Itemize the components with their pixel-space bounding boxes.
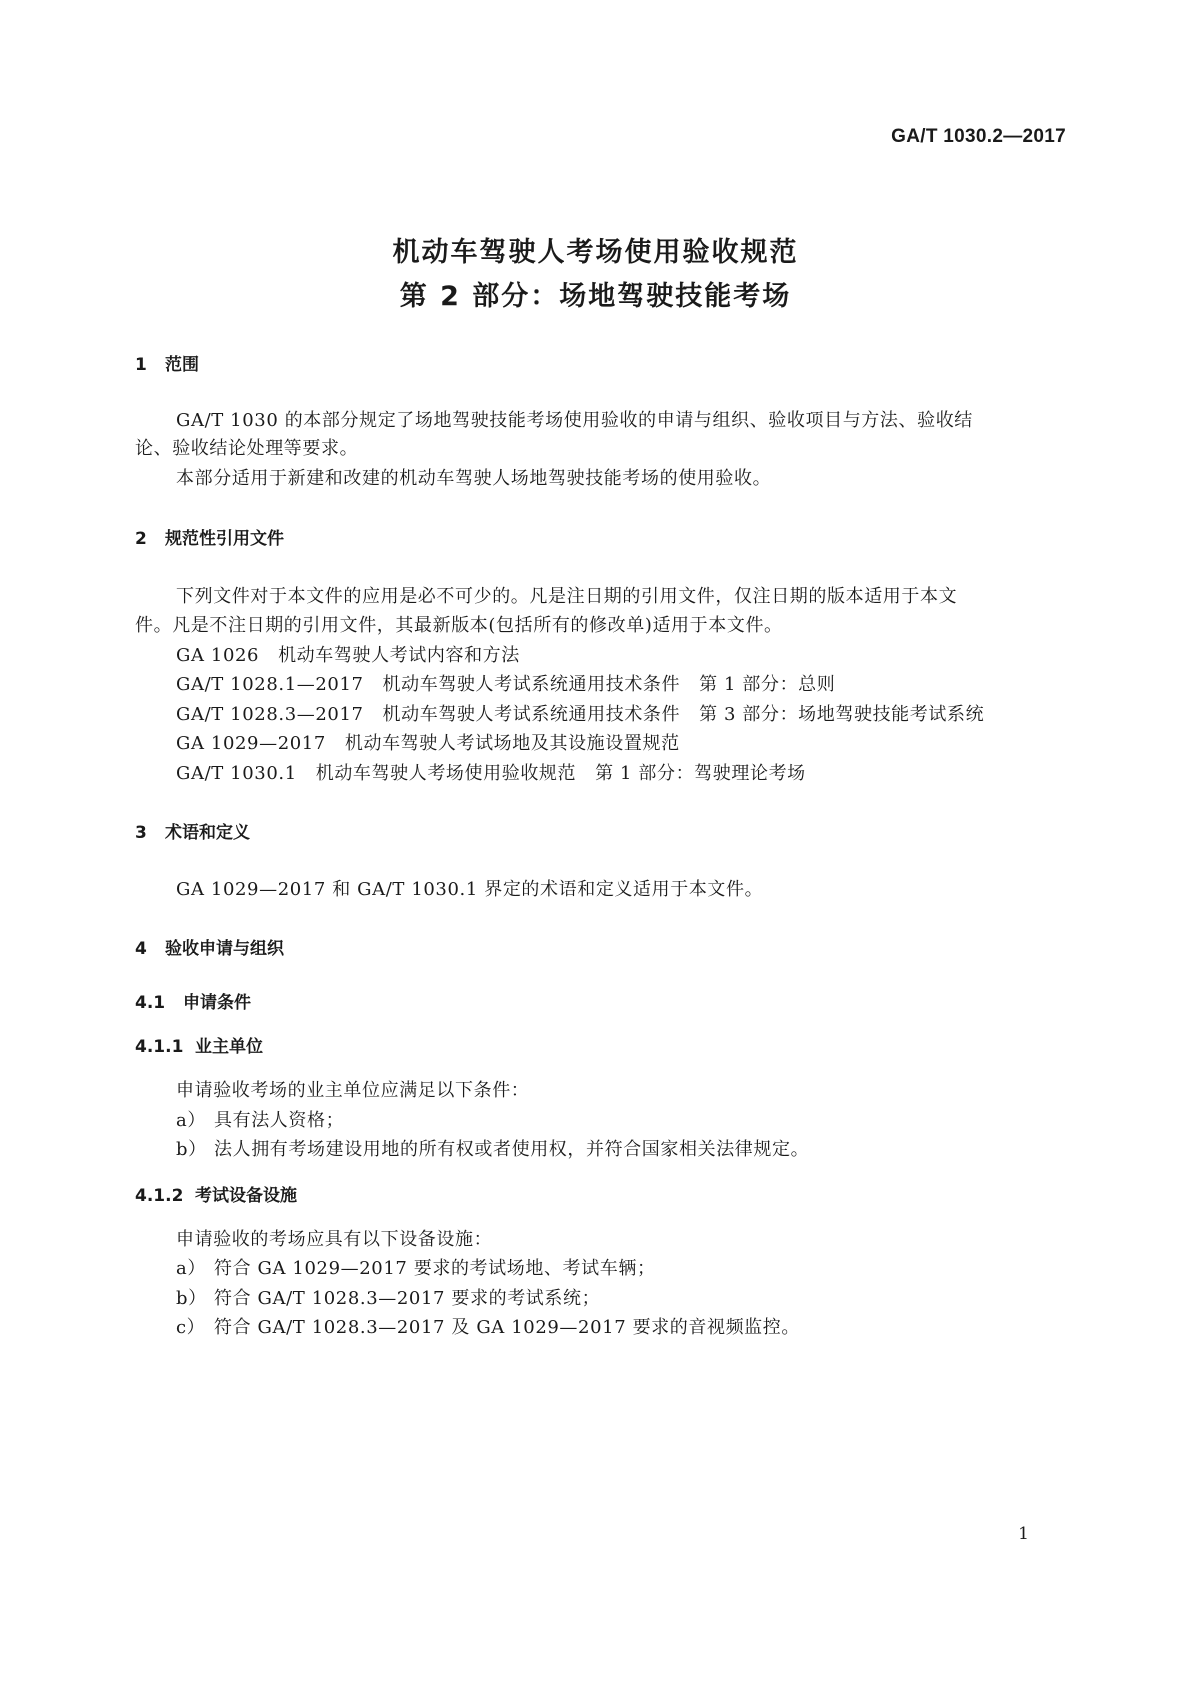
section-3-heading: [135, 818, 250, 843]
reference-item: GA/T 1030.1 机动车驾驶人考场使用验收规范 第 1 部分：驾驶理论考场: [176, 763, 806, 784]
section-title: 规范性引用文件: [165, 529, 284, 549]
section-title: 术语和定义: [165, 823, 250, 843]
list-item-text: 符合 GA 1029—2017 要求的考试场地、考试车辆；: [214, 1258, 656, 1279]
section-4-1-1-intro: 申请验收考场的业主单位应满足以下条件：: [176, 1080, 530, 1101]
list-item-text: 法人拥有考场建设用地的所有权或者使用权，并符合国家相关法律规定。: [214, 1139, 810, 1160]
section-1-heading: [135, 350, 199, 375]
list-marker: a）: [176, 1258, 206, 1279]
list-marker: b）: [176, 1139, 207, 1160]
list-marker: b）: [176, 1288, 207, 1309]
section-2-para-1-line-1: 下列文件对于本文件的应用是必不可少的。凡是注日期的引用文件，仅注日期的版本适用于本文: [176, 586, 958, 607]
document-title-line2: 第 2 部分：场地驾驶技能考场: [399, 281, 792, 312]
section-1-para-1-line-1: GA/T 1030 的本部分规定了场地驾驶技能考场使用验收的申请与组织、验收项目与方法、验收结: [176, 410, 973, 431]
list-marker: c）: [176, 1317, 206, 1338]
section-number: 2: [135, 529, 147, 549]
section-number: 4: [135, 939, 147, 959]
reference-item: GA/T 1028.3—2017 机动车驾驶人考试系统通用技术条件 第 3 部分：场地驾驶技能考试系统: [176, 704, 985, 725]
section-4-1-heading: [135, 988, 251, 1013]
list-item: [176, 1106, 344, 1132]
section-1-para-2: 本部分适用于新建和改建的机动车驾驶人场地驾驶技能考场的使用验收。: [176, 468, 772, 489]
section-number: 4.1: [135, 993, 166, 1013]
section-title: 验收申请与组织: [165, 939, 284, 959]
section-2-para-1-line-2: 件。凡是不注日期的引用文件，其最新版本(包括所有的修改单)适用于本文件。: [135, 615, 783, 636]
list-item: [176, 1284, 600, 1310]
reference-item: GA/T 1028.1—2017 机动车驾驶人考试系统通用技术条件 第 1 部分：总则: [176, 674, 836, 695]
section-number: 1: [135, 355, 147, 375]
list-item: [176, 1135, 809, 1161]
reference-item: GA 1026 机动车驾驶人考试内容和方法: [176, 645, 520, 666]
section-4-heading: [135, 934, 284, 959]
section-3-para-1: GA 1029—2017 和 GA/T 1030.1 界定的术语和定义适用于本文件。: [176, 879, 764, 900]
standard-code: GA/T 1030.2—2017: [891, 126, 1066, 147]
list-item-text: 具有法人资格；: [214, 1110, 345, 1131]
section-number: 4.1.2: [135, 1186, 184, 1206]
section-1-para-1-line-2: 论、验收结论处理等要求。: [135, 438, 359, 459]
list-item: [176, 1313, 800, 1339]
section-4-1-2-heading: [135, 1181, 297, 1206]
list-marker: a）: [176, 1110, 206, 1131]
section-title: 业主单位: [195, 1037, 263, 1057]
list-item: [176, 1254, 656, 1280]
document-title-line1: 机动车驾驶人考场使用验收规范: [392, 237, 799, 268]
section-number: 3: [135, 823, 147, 843]
page-number: 1: [1018, 1524, 1029, 1544]
section-number: 4.1.1: [135, 1037, 184, 1057]
section-title: 考试设备设施: [195, 1186, 297, 1206]
section-title: 范围: [165, 355, 199, 375]
list-item-text: 符合 GA/T 1028.3—2017 及 GA 1029—2017 要求的音视频监控。: [214, 1317, 800, 1338]
section-4-1-1-heading: [135, 1032, 263, 1057]
reference-item: GA 1029—2017 机动车驾驶人考试场地及其设施设置规范: [176, 733, 680, 754]
list-item-text: 符合 GA/T 1028.3—2017 要求的考试系统；: [214, 1288, 601, 1309]
section-2-heading: [135, 524, 284, 549]
section-title: 申请条件: [183, 993, 251, 1013]
section-4-1-2-intro: 申请验收的考场应具有以下设备设施：: [176, 1229, 493, 1250]
